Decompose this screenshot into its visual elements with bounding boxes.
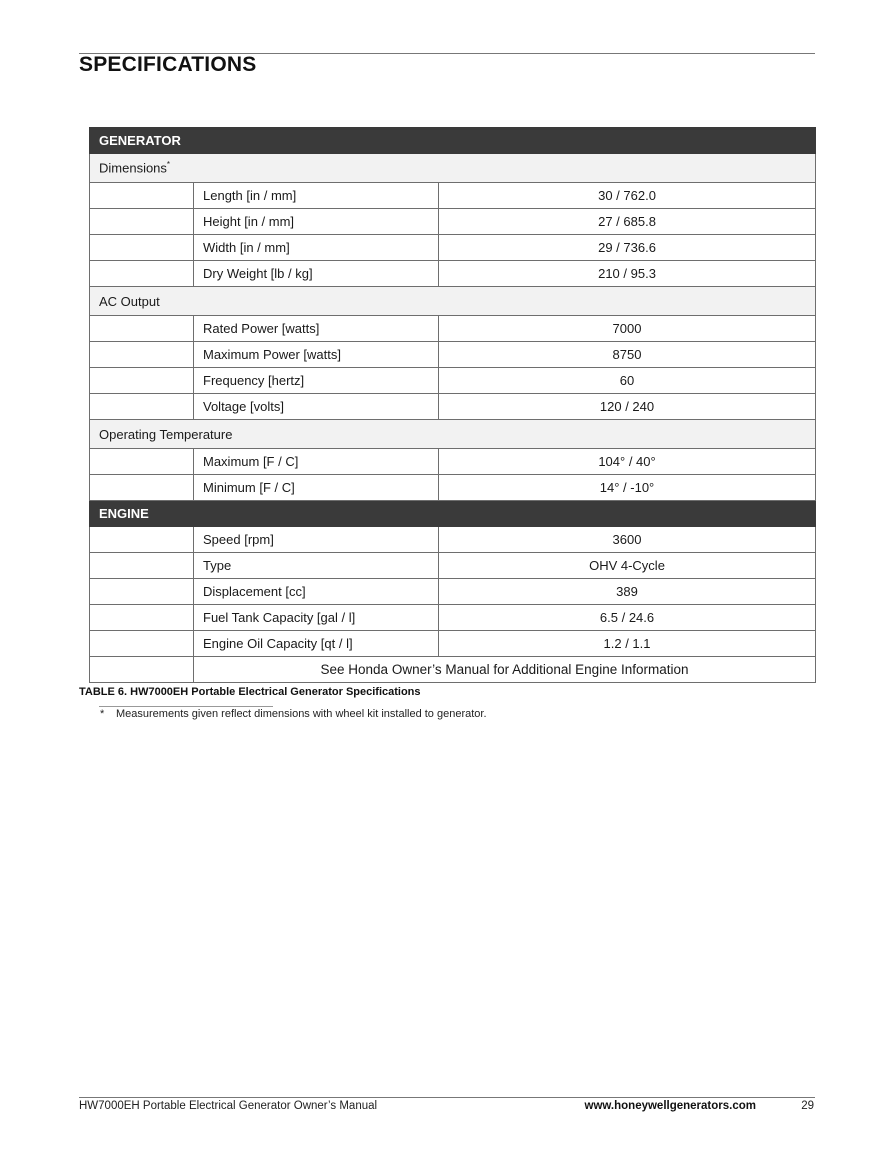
engine-info-note: See Honda Owner’s Manual for Additional Engine Information (194, 657, 816, 683)
footnote-text: Measurements given reflect dimensions with wheel kit installed to generator. (116, 708, 487, 720)
page-title: SPECIFICATIONS (79, 53, 257, 76)
row-label: Maximum Power [watts] (194, 342, 439, 368)
row-label: Maximum [F / C] (194, 449, 439, 475)
page-number: 29 (801, 1100, 814, 1112)
group-title: AC Output (90, 287, 816, 316)
row-label: Dry Weight [lb / kg] (194, 261, 439, 287)
table-row (90, 449, 816, 475)
group-header-dimensions (90, 154, 816, 183)
table-row (90, 553, 816, 579)
group-title: Operating Temperature (90, 420, 816, 449)
row-label: Voltage [volts] (194, 394, 439, 420)
section-header-engine (90, 501, 816, 527)
table-row (90, 631, 816, 657)
row-label: Type (194, 553, 439, 579)
footer-manual-title: HW7000EH Portable Electrical Generator Owner’s Manual (79, 1100, 378, 1112)
row-label: Fuel Tank Capacity [gal / l] (194, 605, 439, 631)
table-caption: TABLE 6. HW7000EH Portable Electrical Generator Specifications (79, 686, 421, 698)
table-row (90, 368, 816, 394)
row-label: Speed [rpm] (194, 527, 439, 553)
row-value: 1.2 / 1.1 (439, 631, 816, 657)
table-row (90, 209, 816, 235)
row-value: 27 / 685.8 (439, 209, 816, 235)
row-value: 8750 (439, 342, 816, 368)
row-value: 389 (439, 579, 816, 605)
footer-divider (79, 1097, 815, 1098)
specifications-table (89, 127, 816, 683)
row-value: OHV 4-Cycle (439, 553, 816, 579)
table-row (90, 183, 816, 209)
row-label: Rated Power [watts] (194, 316, 439, 342)
footnote (100, 708, 487, 720)
row-value: 29 / 736.6 (439, 235, 816, 261)
row-label: Height [in / mm] (194, 209, 439, 235)
footnote-divider (99, 706, 273, 707)
row-label: Length [in / mm] (194, 183, 439, 209)
row-label: Minimum [F / C] (194, 475, 439, 501)
section-header-generator (90, 128, 816, 154)
row-value: 104° / 40° (439, 449, 816, 475)
row-value: 60 (439, 368, 816, 394)
table-row (90, 579, 816, 605)
row-value: 6.5 / 24.6 (439, 605, 816, 631)
row-value: 210 / 95.3 (439, 261, 816, 287)
row-label: Frequency [hertz] (194, 368, 439, 394)
group-header-ac-output (90, 287, 816, 316)
table-row (90, 316, 816, 342)
row-label: Displacement [cc] (194, 579, 439, 605)
section-title: GENERATOR (90, 128, 816, 154)
table-row (90, 475, 816, 501)
row-value: 14° / -10° (439, 475, 816, 501)
footnote-marker: * (166, 160, 171, 170)
table-row-note (90, 657, 816, 683)
table-row (90, 605, 816, 631)
row-label: Width [in / mm] (194, 235, 439, 261)
row-value: 7000 (439, 316, 816, 342)
row-value: 120 / 240 (439, 394, 816, 420)
footnote-mark: * (100, 708, 105, 720)
footer-website-link[interactable]: www.honeywellgenerators.com (584, 1100, 756, 1112)
group-header-operating-temperature (90, 420, 816, 449)
row-label: Engine Oil Capacity [qt / l] (194, 631, 439, 657)
row-value: 30 / 762.0 (439, 183, 816, 209)
section-title: ENGINE (90, 501, 816, 527)
table-row (90, 527, 816, 553)
table-row (90, 235, 816, 261)
group-title: Dimensions* (90, 154, 816, 183)
table-row (90, 342, 816, 368)
table-row (90, 261, 816, 287)
table-row (90, 394, 816, 420)
row-value: 3600 (439, 527, 816, 553)
